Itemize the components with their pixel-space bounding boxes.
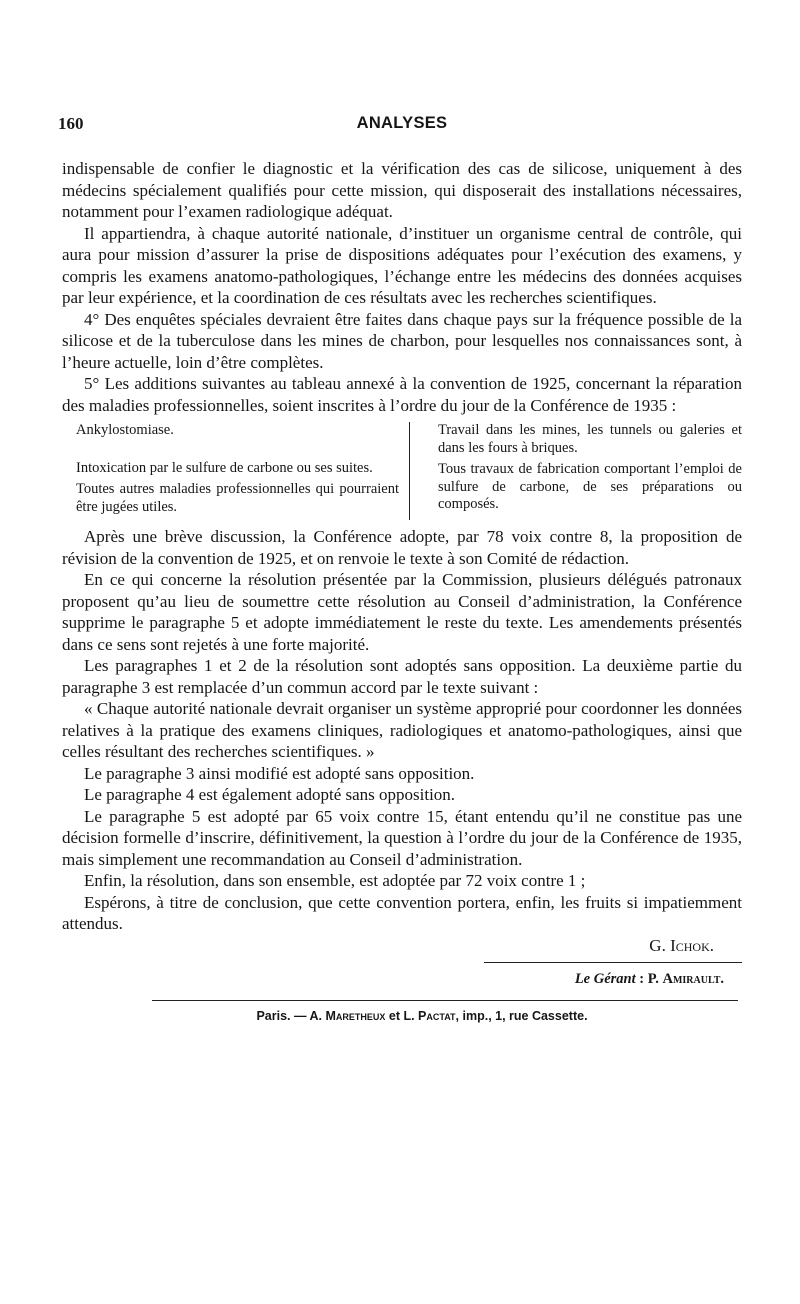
printer-name-1: Maretheux [325, 1009, 386, 1023]
paragraph: En ce qui concerne la résolution présentée par la Commission, plusieurs délégués patronaux proposent qu’au lieu de soumettre cette résolution au Conseil d’administration, la Conférence supprime le paragraphe 5 et adopte immédiatement le reste du texte. Les amendements présentés dans ce sens sont rejetés à une forte majorité. [62, 570, 742, 654]
document-page [58, 112, 742, 1023]
printer-name-2: Pactat [418, 1009, 456, 1023]
paragraph: indispensable de confier le diagnostic et la vérification des cas de silicose, uniquement à des médecins spécialement qualifiés pour cette mission, qui disposerait des installations nécessaires, notamment pour l’examen radiologique adéquat. [62, 159, 742, 221]
printer-mid: et L. [385, 1009, 419, 1023]
divider [484, 962, 742, 963]
paragraph: Le paragraphe 4 est également adopté sans opposition. [84, 785, 456, 804]
table-column-industries [410, 422, 742, 520]
occupational-diseases-table [62, 422, 742, 520]
paragraph [62, 892, 742, 935]
paragraph: Il appartiendra, à chaque autorité nationale, d’instituer un organisme central de contrôle, qui aura pour mission d’assurer la prise de dispositions adéquates pour l’exécution des examens, y compris les examens anatomo-pathologiques, l’échange entre les médecins des données acquises par leur expérience, et la coordination de ces résultats avec les recherches scientifiques. [62, 223, 742, 307]
gerant-separator: : P. [635, 971, 663, 987]
table-cell: Tous travaux de fabrication comportant l’emploi de sulfure de carbone, de ses préparations ou composés. [438, 461, 742, 512]
paragraph: Le paragraphe 5 est adopté par 65 voix contre 15, étant entendu qu’il ne constitue pas une décision formelle d’inscrire, définitivement, la question à l’ordre du jour de la Conférence de 1935, mais simplement une recommandation au Conseil d’administration. [62, 806, 742, 869]
gerant-line [62, 971, 742, 988]
gerant-label: Le Gérant [574, 971, 636, 987]
table-column-diseases [62, 422, 410, 520]
paragraph: 4° Des enquêtes spéciales devraient être faites dans chaque pays sur la fréquence possible de la silicose et de la tuberculose dans les mines de charbon, pour lesquelles nos connaissances sont, à l’heure actuelle, loin d’être complètes. [62, 309, 742, 372]
paragraph: 5° Les additions suivantes au tableau annexé à la convention de 1925, concernant la réparation des maladies professionnelles, soient inscrites à l’ordre du jour de la Conférence de 1935 : [62, 374, 742, 415]
paragraph: Après une brève discussion, la Conférence adopte, par 78 voix contre 8, la proposition de révision de la convention de 1925, et on renvoie le texte à son Comité de rédaction. [62, 527, 742, 568]
printer-suffix: , imp., 1, rue Cassette. [455, 1009, 588, 1023]
paragraph: Enfin, la résolution, dans son ensemble, est adoptée par 72 voix contre 1 ; [84, 871, 586, 890]
author-signature: G. Ichok. [649, 935, 714, 955]
page-header [58, 112, 742, 138]
divider [152, 1000, 738, 1001]
table-cell: Ankylostomiase. [76, 422, 174, 438]
closing-text: Espérons, à titre de conclusion, que cette convention portera, enfin, les fruits si impatiemment attendus. [62, 892, 742, 933]
table-cell: Travail dans les mines, les tunnels ou galeries et dans les fours à briques. [438, 422, 742, 456]
table-cell: Toutes autres maladies professionnelles qui pourraient être jugées utiles. [76, 481, 399, 515]
body-text [62, 158, 742, 956]
table-cell: Intoxication par le sulfure de carbone ou ses suites. [76, 459, 373, 476]
page-number: 160 [58, 114, 84, 133]
printer-imprint [62, 1009, 742, 1023]
signature-line [62, 935, 742, 957]
paragraph: Les paragraphes 1 et 2 de la résolution sont adoptés sans opposition. La deuxième partie du paragraphe 3 est remplacée d’un commun accord par le texte suivant : [62, 656, 742, 697]
printer-prefix: Paris. — A. [256, 1009, 326, 1023]
paragraph: Le paragraphe 3 ainsi modifié est adopté sans opposition. [84, 763, 475, 783]
quoted-paragraph: « Chaque autorité nationale devrait organiser un système approprié pour coordonner les données relatives à la pratique des examens cliniques, radiologiques et anatomo-pathologiques, ainsi que celles résultant des recherches scientifiques. » [62, 699, 742, 761]
running-head: ANALYSES [356, 114, 448, 132]
gerant-name: Amirault. [662, 971, 724, 987]
